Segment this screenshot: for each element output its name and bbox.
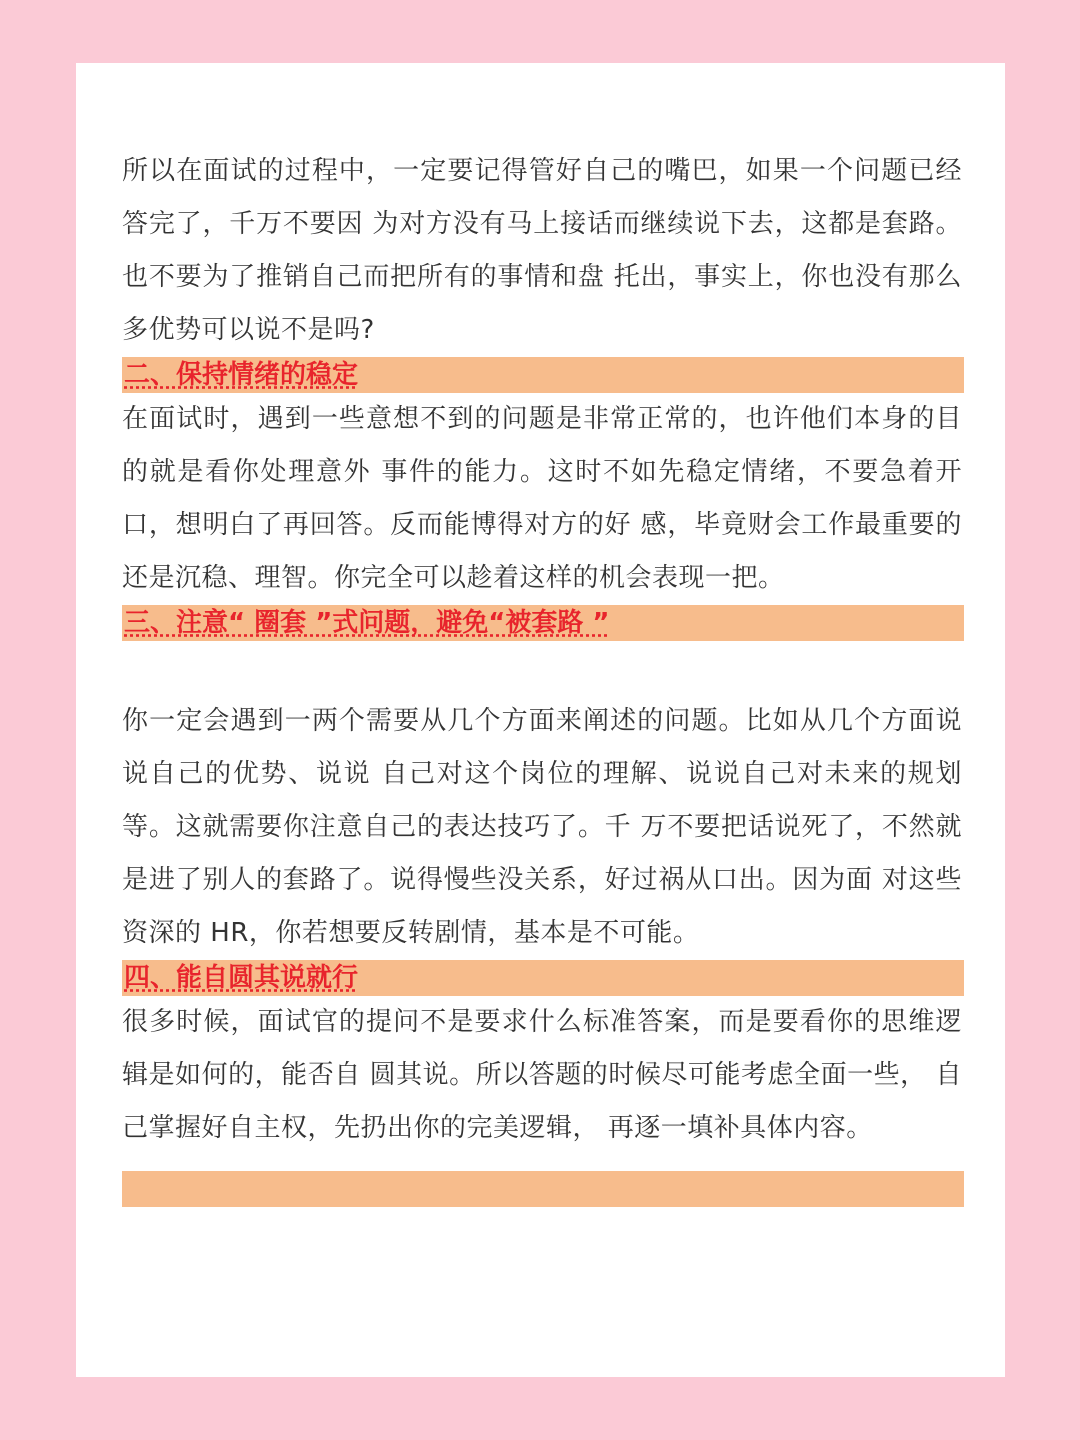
- section-heading-text: 二、保持情绪的稳定: [124, 360, 359, 390]
- intro-paragraph: 所以在面试的过程中，一定要记得管好自己的嘴巴，如果一个问题已经答完了，千万不要因 为对方没有马上接话而继续说下去，这都是套路。也不要为了推销自己而把所有的事情和盘 托出，事实上，你也没有那么多优势可以说不是吗?: [122, 156, 962, 345]
- content-card: [76, 63, 1005, 1377]
- section-paragraph-emotion: 在面试时，遇到一些意想不到的问题是非常正常的，也许他们本身的目的就是看你处理意外 事件的能力。这时不如先稳定情绪，不要急着开口，想明白了再回答。反而能博得对方的好 感，毕竟财会工作最重要的还是沉稳、理智。你完全可以趁着这样的机会表现一把。: [122, 404, 962, 593]
- empty-highlight-bar: [122, 1171, 964, 1207]
- spacer: [122, 641, 962, 695]
- section-heading-emotion: [122, 357, 964, 393]
- section-paragraph-self-consistency: 很多时候，面试官的提问不是要求什么标准答案，而是要看你的思维逻辑是如何的，能否自 圆其说。所以答题的时候尽可能考虑全面一些， 自己掌握好自主权，先扔出你的完美逻辑， 再逐一填补具体内容。: [122, 1007, 962, 1143]
- section-heading-text: 三、注意“ 圈套 ”式问题，避免“被套路 ”: [124, 608, 610, 638]
- section-heading-text: 四、能自圆其说就行: [124, 963, 359, 993]
- section-heading-trap-questions: [122, 605, 964, 641]
- section-paragraph-trap-questions: 你一定会遇到一两个需要从几个方面来阐述的问题。比如从几个方面说说自己的优势、说说 自己对这个岗位的理解、说说自己对未来的规划等。这就需要你注意自己的表达技巧了。千 万不要把话说死了，不然就是进了别人的套路了。说得慢些没关系，好过祸从口出。因为面 对这些资深的 HR，你若想要反转剧情，基本是不可能。: [122, 706, 962, 948]
- section-heading-self-consistency: [122, 960, 964, 996]
- article-body: [122, 145, 962, 1207]
